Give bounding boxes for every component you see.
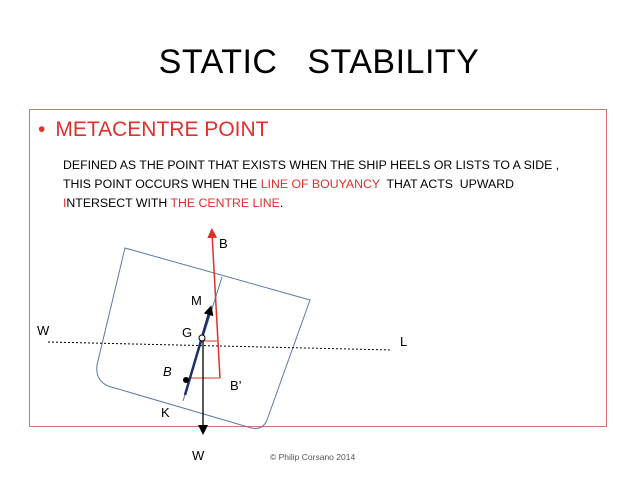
label-buoyancy-shifted: B’ xyxy=(230,378,242,393)
keel-metacentre-line xyxy=(185,310,210,395)
label-weight: W xyxy=(192,448,205,463)
line3-red-initial: I xyxy=(63,196,67,210)
label-waterline-left: W xyxy=(37,323,50,338)
label-waterline-right: L xyxy=(400,334,408,349)
line-of-buoyancy-term: LINE OF BOUYANCY xyxy=(260,177,380,191)
definition-line-1: DEFINED AS THE POINT THAT EXISTS WHEN THE SHIP HEELS OR LISTS TO A SIDE , xyxy=(63,158,560,172)
line2-pre: THIS POINT OCCURS WHEN THE xyxy=(63,177,261,191)
label-metacentre: M xyxy=(191,293,202,308)
label-buoyancy-centre: B xyxy=(163,364,172,379)
line3-post: WITH xyxy=(132,196,171,210)
bullet-dot-icon: • xyxy=(38,118,46,141)
line3-end: . xyxy=(279,196,284,210)
slide-title: STATIC STABILITY xyxy=(158,43,480,81)
waterline xyxy=(48,342,392,350)
centre-line-term: THE CENTRE LINE xyxy=(170,196,280,210)
line2-post: THAT ACTS UPWARD xyxy=(379,177,514,191)
centre-of-buoyancy-point xyxy=(183,377,189,383)
label-keel: K xyxy=(161,405,170,420)
line3-mid: NTERSECT xyxy=(66,196,133,210)
bullet-text: METACENTRE POINT xyxy=(55,118,269,141)
copyright-notice: © Philip Corsano 2014 xyxy=(270,452,356,462)
label-gravity: G xyxy=(182,325,193,340)
label-buoyancy-top: B xyxy=(219,236,228,251)
centre-of-gravity-point xyxy=(199,335,205,341)
